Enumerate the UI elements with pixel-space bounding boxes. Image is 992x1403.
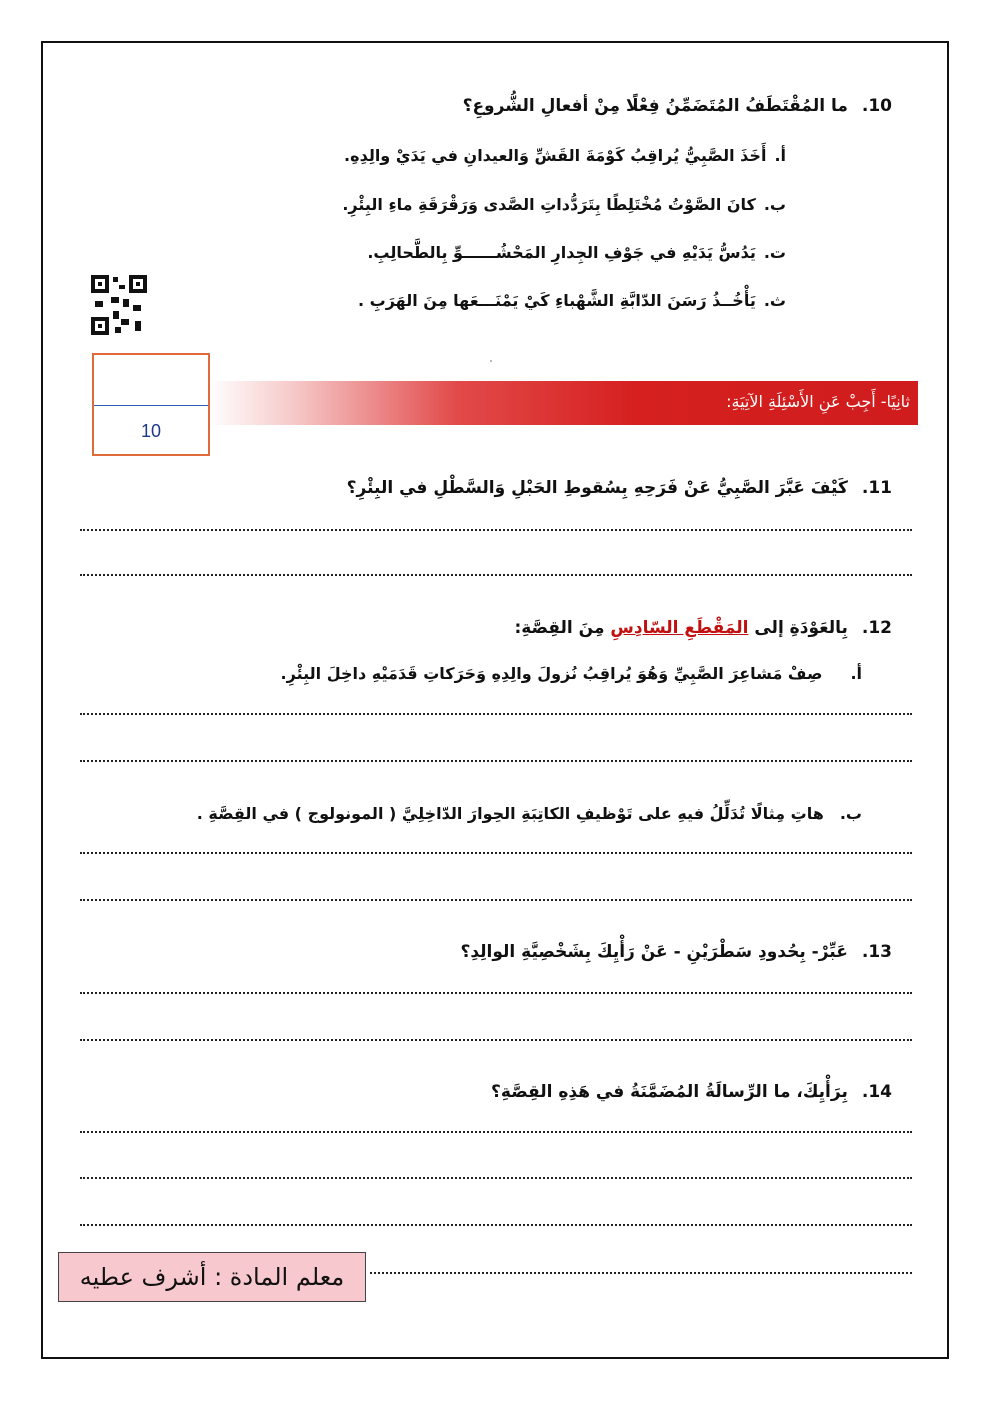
option-th <box>358 291 786 310</box>
option-label: ب. <box>763 195 786 214</box>
option-t <box>367 243 786 262</box>
stray-dot <box>490 360 492 362</box>
question-number: 13. <box>861 942 892 962</box>
score-box <box>92 353 210 456</box>
option-label: أ. <box>774 146 786 165</box>
answer-line[interactable] <box>80 1224 912 1226</box>
question-text-before: بِالعَوْدَةِ إلى <box>748 618 848 638</box>
option-a <box>344 146 786 165</box>
answer-line[interactable] <box>80 852 912 854</box>
option-label: ب. <box>839 804 862 823</box>
question-12 <box>514 618 892 638</box>
question-14 <box>491 1082 892 1102</box>
option-text: يَأْخُــذُ رَسَنَ الدّابَّةِ الشَّهْباءِ كَيْ يَمْنَـــعَها مِنَ الهَرَبِ . <box>357 291 756 310</box>
question-text: عَبِّرْ- بِحُدودِ سَطْرَيْنِ - عَنْ رَأْيِكَ بِشَخْصِيَّةِ الوالِدِ؟ <box>460 942 848 962</box>
answer-line[interactable] <box>80 1039 912 1041</box>
answer-line[interactable] <box>80 760 912 762</box>
section-title: ثانِيًا- أَجِبْ عَنِ الأَسْئِلَةِ الآتِيَةِ: <box>726 392 910 411</box>
page-border <box>41 41 949 1359</box>
question-13 <box>460 942 892 962</box>
question-number: 12. <box>861 618 892 638</box>
question-text: بِرَأْيِكَ، ما الرِّسالَةُ المُضَمَّنَةُ في هَذِهِ القِصَّةِ؟ <box>491 1082 848 1102</box>
question-12-a <box>281 664 862 683</box>
score-total: 10 <box>140 421 162 441</box>
question-text: ما المُقْتَطَفُ المُتَضَمِّنُ فِعْلًا مِنْ أفعالِ الشُّروعِ؟ <box>462 96 848 116</box>
answer-line[interactable] <box>80 1131 912 1133</box>
answer-line[interactable] <box>370 1272 912 1274</box>
highlighted-phrase: المَقْطَعِ السّادِسِ <box>610 618 749 638</box>
option-b <box>342 195 786 214</box>
answer-line[interactable] <box>80 992 912 994</box>
option-text: هاتِ مِثالًا تُدَلِّلُ فيهِ على تَوْظيفِ الكاتِبَةِ الحِوارَ الدّاخِلِيَّ ( المونولوج ) في القِصَّةِ . <box>196 804 824 823</box>
question-12-b <box>197 804 862 823</box>
qr-code-icon <box>91 275 149 337</box>
option-label: ت. <box>763 243 786 262</box>
score-divider <box>94 405 208 406</box>
option-label: ث. <box>763 291 786 310</box>
question-number: 10. <box>861 96 892 116</box>
answer-line[interactable] <box>80 529 912 531</box>
option-text: صِفْ مَشاعِرَ الصَّبِيِّ وَهُوَ يُراقِبُ نُزولَ والِدِهِ وَحَرَكاتِ قَدَمَيْهِ داخِلَ البِئْرِ. <box>280 664 823 683</box>
question-11 <box>347 478 892 498</box>
question-text: كَيْفَ عَبَّرَ الصَّبِيُّ عَنْ فَرَحِهِ بِسُقوطِ الحَبْلِ وَالسَّطْلِ في البِئْرِ؟ <box>346 478 848 498</box>
answer-line[interactable] <box>80 1177 912 1179</box>
question-text-after: مِنَ القِصَّةِ: <box>514 618 611 638</box>
question-number: 11. <box>861 478 892 498</box>
answer-line[interactable] <box>80 713 912 715</box>
answer-line[interactable] <box>80 574 912 576</box>
answer-line[interactable] <box>80 899 912 901</box>
question-number: 14. <box>861 1082 892 1102</box>
option-label: أ. <box>850 664 862 683</box>
question-10 <box>463 96 892 116</box>
option-text: يَدُسُّ يَدَيْهِ في جَوْفِ الجِدارِ المَحْشُــــــوِّ بِالطَّحالِبِ. <box>367 243 756 262</box>
option-text: كانَ الصَّوْتُ مُخْتَلِطًا بِتَرَدُّداتِ الصَّدى وَرَقْرَقَةِ ماءِ البِئْرِ. <box>342 195 756 214</box>
option-text: أَخَذَ الصَّبِيُّ يُراقِبُ كَوْمَةَ القَشِّ وَالعيدانِ في يَدَيْ والِدِهِ. <box>344 146 767 165</box>
teacher-name-box: معلم المادة : أشرف عطيه <box>58 1252 366 1302</box>
section-banner <box>208 381 918 425</box>
